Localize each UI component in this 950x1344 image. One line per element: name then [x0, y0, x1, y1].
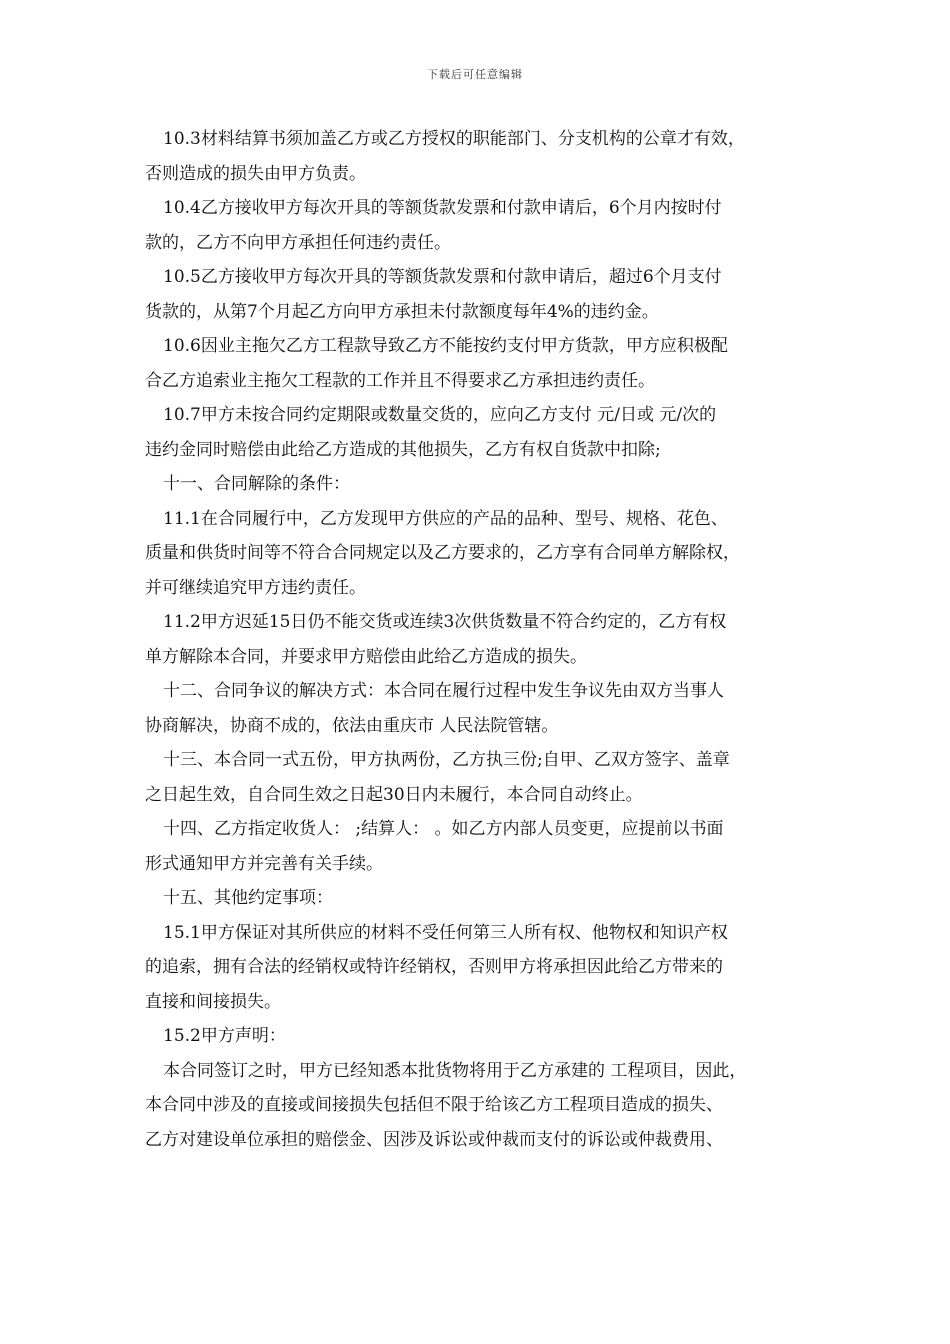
clause-10-3	[145, 122, 809, 191]
clause-11-2	[145, 605, 809, 674]
text-line: 合乙方追索业主拖欠工程款的工作并且不得要求乙方承担违约责任。	[145, 370, 655, 391]
clause-10-6	[145, 329, 809, 398]
clause-11-1	[145, 502, 809, 606]
section-12	[145, 674, 809, 743]
text-line: 之日起生效，自合同生效之日起30日内未履行，本合同自动终止。	[145, 784, 643, 805]
section-13	[145, 743, 809, 812]
text-line: 10.3材料结算书须加盖乙方或乙方授权的职能部门、分支机构的公章才有效，	[163, 129, 745, 149]
text-line: 违约金同时赔偿由此给乙方造成的其他损失，乙方有权自货款中扣除;	[145, 439, 661, 460]
text-line: 10.5乙方接收甲方每次开具的等额货款发票和付款申请后，超过6个月支付	[163, 267, 722, 287]
page-header-note: 下载后可任意编辑	[427, 68, 523, 81]
clause-15-1	[145, 916, 809, 1020]
document-body	[145, 122, 809, 1157]
clause-15-2-heading	[145, 1019, 809, 1054]
text-line: 十一、合同解除的条件：	[163, 474, 350, 494]
clause-10-4	[145, 191, 809, 260]
text-line: 否则造成的损失由甲方负责。	[145, 163, 366, 184]
clause-10-7	[145, 398, 809, 467]
section-14	[145, 812, 809, 881]
text-line: 十五、其他约定事项：	[163, 888, 333, 908]
text-line: 11.1在合同履行中，乙方发现甲方供应的产品的品种、型号、规格、花色、	[163, 508, 728, 529]
section-11-heading	[145, 467, 809, 502]
text-line: 10.6因业主拖欠乙方工程款导致乙方不能按约支付甲方货款，甲方应积极配	[163, 336, 728, 356]
clause-15-2-body	[145, 1054, 809, 1158]
text-line: 十四、乙方指定收货人： ;结算人： 。如乙方内部人员变更，应提前以书面	[163, 819, 724, 839]
text-line: 15.2甲方声明：	[163, 1026, 286, 1046]
text-line: 本合同中涉及的直接或间接损失包括但不限于给该乙方工程项目造成的损失、	[145, 1095, 723, 1115]
text-line: 本合同签订之时，甲方已经知悉本批货物将用于乙方承建的 工程项目，因此，	[163, 1060, 747, 1081]
text-line: 并可继续追究甲方违约责任。	[145, 577, 366, 598]
text-line: 的追索，拥有合法的经销权或特许经销权，否则甲方将承担因此给乙方带来的	[145, 957, 723, 977]
clause-10-5	[145, 260, 809, 329]
text-line: 15.1甲方保证对其所供应的材料不受任何第三人所有权、他物权和知识产权	[163, 922, 728, 943]
text-line: 10.4乙方接收甲方每次开具的等额货款发票和付款申请后，6个月内按时付	[163, 198, 722, 218]
text-line: 十三、本合同一式五份，甲方执两份，乙方执三份;自甲、乙双方签字、盖章	[163, 750, 730, 770]
text-line: 质量和供货时间等不符合合同规定以及乙方要求的，乙方享有合同单方解除权，	[145, 543, 740, 563]
text-line: 单方解除本合同，并要求甲方赔偿由此给乙方造成的损失。	[145, 646, 587, 667]
text-line: 11.2甲方迟延15日仍不能交货或连续3次供货数量不符合约定的，乙方有权	[163, 612, 727, 632]
text-line: 形式通知甲方并完善有关手续。	[145, 853, 383, 874]
text-line: 货款的，从第7个月起乙方向甲方承担未付款额度每年4%的违约金。	[145, 301, 659, 322]
text-line: 十二、合同争议的解决方式：本合同在履行过程中发生争议先由双方当事人	[163, 681, 724, 701]
text-line: 直接和间接损失。	[145, 991, 281, 1012]
text-line: 10.7甲方未按合同约定期限或数量交货的，应向乙方支付 元/日或 元/次的	[163, 405, 717, 425]
text-line: 款的，乙方不向甲方承担任何违约责任。	[145, 232, 451, 253]
section-15-heading	[145, 881, 809, 916]
text-line: 协商解决，协商不成的，依法由重庆市 人民法院管辖。	[145, 715, 559, 736]
text-line: 乙方对建设单位承担的赔偿金、因涉及诉讼或仲裁而支付的诉讼或仲裁费用、	[145, 1129, 723, 1150]
